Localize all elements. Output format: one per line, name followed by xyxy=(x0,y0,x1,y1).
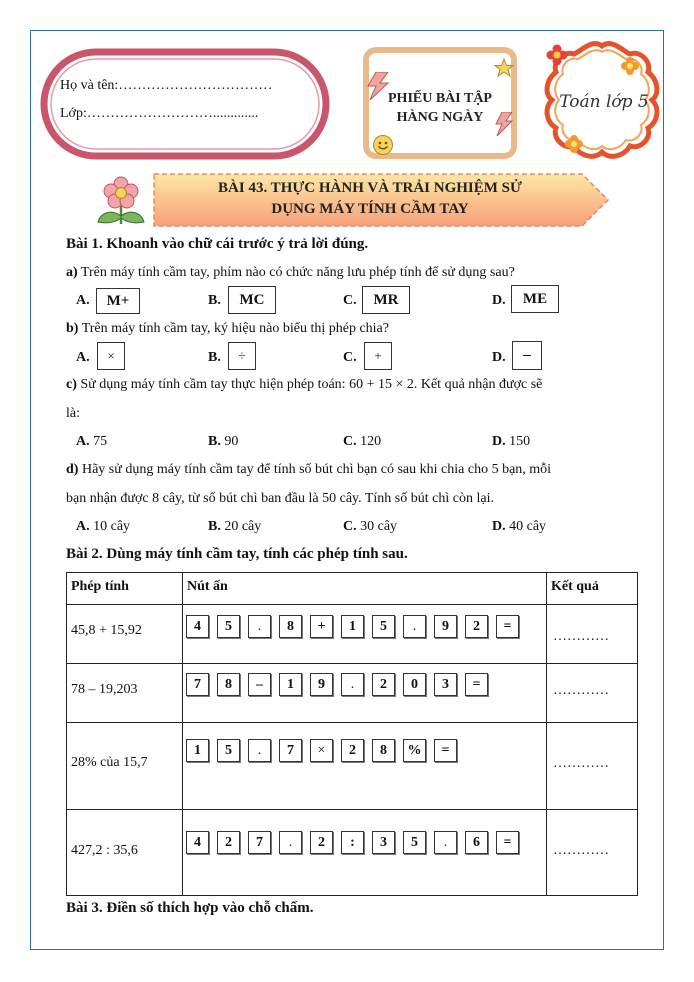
ex3-title: Bài 3. Điền số thích hợp vào chỗ chấm. xyxy=(66,900,314,916)
flower-icon-topleft xyxy=(546,44,568,66)
row1-result[interactable]: ………… xyxy=(553,629,609,644)
qb-option-d-letter: D. xyxy=(492,350,506,365)
qa-option-b-letter: B. xyxy=(208,293,221,308)
header-expression: Phép tính xyxy=(71,579,129,594)
lesson-title-line2: DỤNG MÁY TÍNH CẦM TAY xyxy=(271,201,469,217)
row3-key-1[interactable]: 1 xyxy=(186,739,209,762)
smiley-icon xyxy=(372,134,394,156)
qc-option-c[interactable]: C. 120 xyxy=(343,434,382,449)
row2-key-10[interactable]: = xyxy=(465,673,488,696)
row2-result[interactable]: ………… xyxy=(553,683,609,698)
row4-key-3[interactable]: 7 xyxy=(248,831,271,854)
question-d xyxy=(66,462,551,478)
row3-key-3[interactable]: . xyxy=(248,739,271,762)
row1-key-11[interactable]: = xyxy=(496,615,519,638)
qd-option-a[interactable]: A. 10 cây xyxy=(76,519,131,534)
row1-key-9[interactable]: 9 xyxy=(434,615,457,638)
name-field-label: Họ và tên:…………………………… xyxy=(60,78,273,93)
row1-key-5[interactable]: + xyxy=(310,615,333,638)
qd-option-b[interactable]: B. 20 cây xyxy=(208,519,262,534)
row2-key-2[interactable]: 8 xyxy=(217,673,240,696)
row1-key-1[interactable]: 4 xyxy=(186,615,209,638)
question-b-label: b) xyxy=(66,321,79,336)
sheet-title-line2: HÀNG NGÀY xyxy=(396,110,484,125)
row2-key-5[interactable]: 9 xyxy=(310,673,333,696)
row2-expression: 78 – 19,203 xyxy=(71,682,138,697)
question-c-label: c) xyxy=(66,377,77,392)
sheet-title-line1: PHIẾU BÀI TẬP xyxy=(388,91,492,106)
question-b-text: Trên máy tính cầm tay, ký hiệu nào biểu thị phép chia? xyxy=(78,321,389,336)
qb-option-b-letter: B. xyxy=(208,350,221,365)
lesson-title-line1: BÀI 43. THỰC HÀNH VÀ TRẢI NGHIỆM SỬ xyxy=(218,180,522,196)
question-d-label: d) xyxy=(66,462,79,477)
calc-table xyxy=(66,572,638,896)
qb-option-c-letter: C. xyxy=(343,350,357,365)
row4-key-5[interactable]: 2 xyxy=(310,831,333,854)
qa-option-a-letter: A. xyxy=(76,293,90,308)
qa-option-d-letter: D. xyxy=(492,293,506,308)
row1-key-2[interactable]: 5 xyxy=(217,615,240,638)
row4-expression: 427,2 : 35,6 xyxy=(71,843,138,858)
row3-key-2[interactable]: 5 xyxy=(217,739,240,762)
row4-key-6[interactable]: : xyxy=(341,831,364,854)
qd-option-d[interactable]: D. 40 cây xyxy=(492,519,547,534)
row1-key-4[interactable]: 8 xyxy=(279,615,302,638)
question-d-text: Hãy sử dụng máy tính cầm tay để tính số bút chì bạn có sau khi chia cho 5 bạn, mỗi xyxy=(78,462,552,477)
flower-icon-topright xyxy=(620,56,640,76)
question-a-text: Trên máy tính cầm tay, phím nào có chức năng lưu phép tính để sử dụng sau? xyxy=(77,265,515,280)
row4-key-7[interactable]: 3 xyxy=(372,831,395,854)
qa-option-c-key[interactable]: MR xyxy=(362,286,410,314)
row2-key-7[interactable]: 2 xyxy=(372,673,395,696)
qa-option-c-letter: C. xyxy=(343,293,357,308)
row1-key-6[interactable]: 1 xyxy=(341,615,364,638)
row3-key-6[interactable]: 2 xyxy=(341,739,364,762)
question-c-text-cont: là: xyxy=(66,406,80,421)
row2-key-9[interactable]: 3 xyxy=(434,673,457,696)
qa-option-a-key[interactable]: M+ xyxy=(96,288,140,314)
row2-key-8[interactable]: 0 xyxy=(403,673,426,696)
qc-option-a[interactable]: A. 75 xyxy=(76,434,108,449)
row4-key-1[interactable]: 4 xyxy=(186,831,209,854)
header-keys: Nút ấn xyxy=(187,579,228,594)
row4-key-8[interactable]: 5 xyxy=(403,831,426,854)
row4-key-4[interactable]: . xyxy=(279,831,302,854)
row4-key-11[interactable]: = xyxy=(496,831,519,854)
row3-key-5[interactable]: × xyxy=(310,739,333,762)
qc-option-b[interactable]: B. 90 xyxy=(208,434,239,449)
question-d-text-cont: bạn nhận được 8 cây, từ số bút chì ban đầu là 50 cây. Tính số bút chì còn lại. xyxy=(66,491,494,506)
row2-key-6[interactable]: . xyxy=(341,673,364,696)
qb-option-b-key[interactable]: ÷ xyxy=(228,342,256,370)
header-result: Kết quả xyxy=(551,579,599,594)
flower-pot-icon xyxy=(94,176,150,228)
row1-key-10[interactable]: 2 xyxy=(465,615,488,638)
question-a-label: a) xyxy=(66,265,78,280)
row4-key-9[interactable]: . xyxy=(434,831,457,854)
row4-result[interactable]: ………… xyxy=(553,843,609,858)
row3-expression: 28% của 15,7 xyxy=(71,755,148,770)
question-c-text: Sử dụng máy tính cầm tay thực hiện phép toán: 60 + 15 × 2. Kết quả nhận được sẽ xyxy=(76,377,543,392)
row3-key-9[interactable]: = xyxy=(434,739,457,762)
ex1-title: Bài 1. Khoanh vào chữ cái trước ý trả lời đúng. xyxy=(66,236,369,252)
class-field-label: Lớp:………………………............. xyxy=(60,106,259,121)
qb-option-a-key[interactable]: × xyxy=(97,342,125,370)
qb-option-a-letter: A. xyxy=(76,350,90,365)
question-b xyxy=(66,321,389,337)
row2-key-1[interactable]: 7 xyxy=(186,673,209,696)
question-a xyxy=(66,265,515,281)
row3-key-7[interactable]: 8 xyxy=(372,739,395,762)
row3-key-4[interactable]: 7 xyxy=(279,739,302,762)
flower-icon-bottom xyxy=(564,134,584,154)
row1-key-7[interactable]: 5 xyxy=(372,615,395,638)
row1-expression: 45,8 + 15,92 xyxy=(71,623,142,638)
row3-result[interactable]: ………… xyxy=(553,756,609,771)
row4-key-2[interactable]: 2 xyxy=(217,831,240,854)
row1-key-8[interactable]: . xyxy=(403,615,426,638)
question-c xyxy=(66,377,542,393)
name-badge xyxy=(40,48,330,160)
row2-key-3[interactable]: – xyxy=(248,673,271,696)
row2-key-4[interactable]: 1 xyxy=(279,673,302,696)
qd-option-c[interactable]: C. 30 cây xyxy=(343,519,398,534)
qc-option-d[interactable]: D. 150 xyxy=(492,434,531,449)
row3-key-8[interactable]: % xyxy=(403,739,426,762)
row4-key-10[interactable]: 6 xyxy=(465,831,488,854)
qa-option-d-key[interactable]: ME xyxy=(511,285,559,313)
star-icon xyxy=(494,58,514,78)
ex2-title: Bài 2. Dùng máy tính cầm tay, tính các phép tính sau. xyxy=(66,546,408,562)
qb-option-d-key[interactable]: – xyxy=(512,341,542,370)
qa-option-b-key[interactable]: MC xyxy=(228,286,276,314)
row1-key-3[interactable]: . xyxy=(248,615,271,638)
qb-option-c-key[interactable]: + xyxy=(364,342,392,370)
subject-label: Toán lớp 5 xyxy=(559,92,649,112)
